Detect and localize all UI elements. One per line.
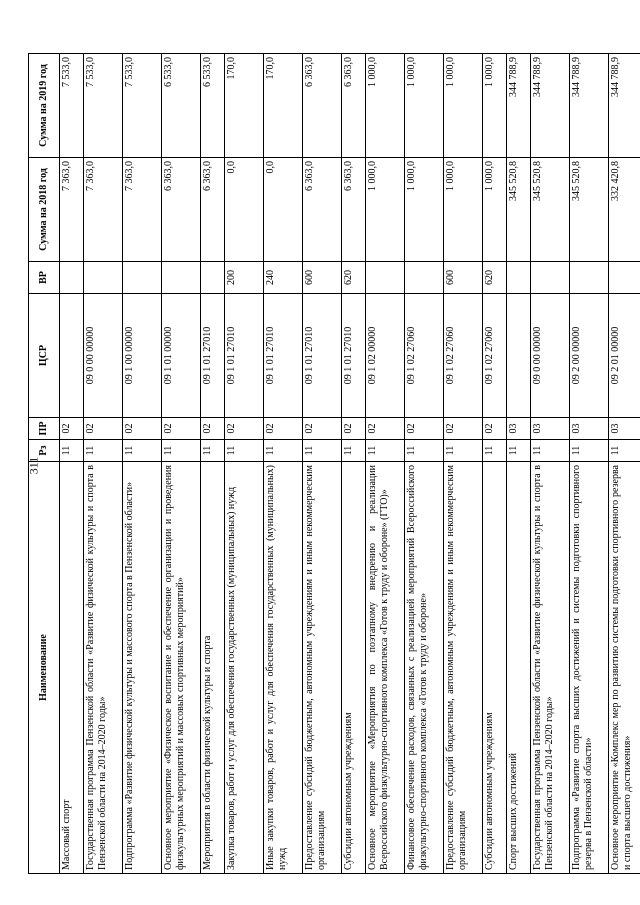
row-vr bbox=[366, 262, 405, 294]
row-sum-2019: 1 000,0 bbox=[483, 54, 507, 158]
row-sum-2019: 344 788,9 bbox=[507, 54, 531, 158]
row-name: Подпрограмма «Развитие спорта высших достижений и системы подготовки спортивного резерва в Пензенской области» bbox=[570, 462, 609, 874]
row-csr: 09 2 00 00000 bbox=[570, 294, 609, 418]
row-name: Государственная программа Пензенской области «Развитие физической культуры и спорта в Пензенской области на 2014–2020 годы» bbox=[531, 462, 570, 874]
row-rz: 11 bbox=[303, 440, 342, 462]
row-csr: 09 1 01 27010 bbox=[225, 294, 264, 418]
table-row bbox=[162, 54, 201, 874]
row-vr bbox=[609, 262, 640, 294]
header-name: Наименование bbox=[29, 462, 60, 874]
row-sum-2018: 6 363,0 bbox=[201, 158, 225, 262]
row-sum-2019: 170,0 bbox=[264, 54, 303, 158]
row-name: Основное мероприятие «Физическое воспитание и обеспечение организации и проведения физкультурных мероприятий и массовых спортивных мероприятий» bbox=[162, 462, 201, 874]
row-name: Основное мероприятие «Комплекс мер по развитию системы подготовки спортивного резерва и спорта высшего достижения» bbox=[609, 462, 640, 874]
row-rz: 11 bbox=[507, 440, 531, 462]
row-pr: 02 bbox=[84, 418, 123, 440]
row-pr: 03 bbox=[609, 418, 640, 440]
row-vr bbox=[531, 262, 570, 294]
row-sum-2019: 1 000,0 bbox=[405, 54, 444, 158]
budget-table bbox=[28, 53, 640, 874]
row-name: Спорт высших достижений bbox=[507, 462, 531, 874]
row-sum-2018: 7 363,0 bbox=[123, 158, 162, 262]
row-name: Иные закупки товаров, работ и услуг для обеспечения государственных (муниципальных) нужд bbox=[264, 462, 303, 874]
header-vr: ВР bbox=[29, 262, 60, 294]
table-header-row bbox=[29, 54, 60, 874]
row-sum-2019: 7 533,0 bbox=[123, 54, 162, 158]
header-sum-2018: Сумма на 2018 год bbox=[29, 158, 60, 262]
row-pr: 02 bbox=[444, 418, 483, 440]
row-sum-2018: 7 363,0 bbox=[60, 158, 84, 262]
row-vr bbox=[162, 262, 201, 294]
row-sum-2018: 6 363,0 bbox=[303, 158, 342, 262]
row-rz: 11 bbox=[609, 440, 640, 462]
row-sum-2018: 345 520,8 bbox=[570, 158, 609, 262]
table-row bbox=[264, 54, 303, 874]
row-sum-2018: 345 520,8 bbox=[531, 158, 570, 262]
row-rz: 11 bbox=[162, 440, 201, 462]
row-vr bbox=[84, 262, 123, 294]
row-sum-2018: 332 420,8 bbox=[609, 158, 640, 262]
row-pr: 02 bbox=[225, 418, 264, 440]
row-rz: 11 bbox=[84, 440, 123, 462]
row-name: Финансовое обеспечение расходов, связанных с реализацией мероприятий Всероссийского физкультурно-спортивного комплекса «Готов к труду и обороне» bbox=[405, 462, 444, 874]
row-vr: 240 bbox=[264, 262, 303, 294]
row-name: Мероприятия в области физической культуры и спорта bbox=[201, 462, 225, 874]
row-pr: 03 bbox=[507, 418, 531, 440]
row-sum-2018: 6 363,0 bbox=[342, 158, 366, 262]
row-sum-2019: 344 788,9 bbox=[570, 54, 609, 158]
row-pr: 02 bbox=[483, 418, 507, 440]
row-csr: 09 1 02 27060 bbox=[483, 294, 507, 418]
row-vr bbox=[60, 262, 84, 294]
row-sum-2019: 170,0 bbox=[225, 54, 264, 158]
row-rz: 11 bbox=[225, 440, 264, 462]
row-name: Предоставление субсидий бюджетным, автономным учреждениям и иным некоммерческим организациям bbox=[444, 462, 483, 874]
row-sum-2018: 1 000,0 bbox=[444, 158, 483, 262]
row-name: Закупка товаров, работ и услуг для обеспечения государственных (муниципальных) нужд bbox=[225, 462, 264, 874]
row-vr bbox=[201, 262, 225, 294]
row-rz: 11 bbox=[60, 440, 84, 462]
header-sum-2019: Сумма на 2019 год bbox=[29, 54, 60, 158]
table-row bbox=[531, 54, 570, 874]
row-vr bbox=[570, 262, 609, 294]
table-row bbox=[483, 54, 507, 874]
row-rz: 11 bbox=[531, 440, 570, 462]
row-sum-2019: 1 000,0 bbox=[366, 54, 405, 158]
row-rz: 11 bbox=[264, 440, 303, 462]
row-pr: 02 bbox=[162, 418, 201, 440]
page-number: 311 bbox=[26, 456, 41, 475]
row-csr: 09 1 01 27010 bbox=[201, 294, 225, 418]
row-csr: 09 1 01 27010 bbox=[342, 294, 366, 418]
row-pr: 02 bbox=[123, 418, 162, 440]
row-pr: 03 bbox=[570, 418, 609, 440]
table-row bbox=[201, 54, 225, 874]
row-vr bbox=[123, 262, 162, 294]
row-rz: 11 bbox=[342, 440, 366, 462]
table-row bbox=[303, 54, 342, 874]
row-sum-2018: 0,0 bbox=[264, 158, 303, 262]
row-name: Субсидии автономным учреждениям bbox=[483, 462, 507, 874]
row-vr bbox=[507, 262, 531, 294]
row-sum-2018: 0,0 bbox=[225, 158, 264, 262]
row-name: Подпрограмма «Развитие физической культуры и массового спорта в Пензенской области» bbox=[123, 462, 162, 874]
row-csr: 09 1 00 00000 bbox=[123, 294, 162, 418]
row-csr: 09 0 00 00000 bbox=[84, 294, 123, 418]
row-name: Массовый спорт bbox=[60, 462, 84, 874]
row-csr: 09 1 02 27060 bbox=[444, 294, 483, 418]
table-row bbox=[225, 54, 264, 874]
row-rz: 11 bbox=[123, 440, 162, 462]
row-name: Субсидии автономным учреждениям bbox=[342, 462, 366, 874]
row-vr: 620 bbox=[483, 262, 507, 294]
row-rz: 11 bbox=[570, 440, 609, 462]
row-sum-2019: 6 533,0 bbox=[201, 54, 225, 158]
row-vr: 600 bbox=[303, 262, 342, 294]
row-sum-2019: 344 788,9 bbox=[609, 54, 640, 158]
row-sum-2019: 7 533,0 bbox=[60, 54, 84, 158]
row-vr: 620 bbox=[342, 262, 366, 294]
table-row bbox=[366, 54, 405, 874]
row-csr: 09 1 01 27010 bbox=[303, 294, 342, 418]
row-csr: 09 2 01 00000 bbox=[609, 294, 640, 418]
table-row bbox=[405, 54, 444, 874]
row-sum-2018: 7 363,0 bbox=[84, 158, 123, 262]
header-csr: ЦСР bbox=[29, 294, 60, 418]
header-pr: ПР bbox=[29, 418, 60, 440]
row-pr: 02 bbox=[60, 418, 84, 440]
row-rz: 11 bbox=[444, 440, 483, 462]
row-name: Государственная программа Пензенской области «Развитие физической культуры и спорта в Пензенской области на 2014–2020 годы» bbox=[84, 462, 123, 874]
table-row bbox=[60, 54, 84, 874]
row-csr: 09 1 02 00000 bbox=[366, 294, 405, 418]
row-sum-2018: 1 000,0 bbox=[405, 158, 444, 262]
row-sum-2019: 344 788,9 bbox=[531, 54, 570, 158]
row-pr: 03 bbox=[531, 418, 570, 440]
table-row bbox=[123, 54, 162, 874]
row-sum-2019: 7 533,0 bbox=[84, 54, 123, 158]
row-sum-2019: 6 533,0 bbox=[162, 54, 201, 158]
row-rz: 11 bbox=[483, 440, 507, 462]
row-rz: 11 bbox=[366, 440, 405, 462]
header-rz: Рз bbox=[29, 440, 60, 462]
row-sum-2019: 1 000,0 bbox=[444, 54, 483, 158]
row-sum-2018: 345 520,8 bbox=[507, 158, 531, 262]
table-row bbox=[444, 54, 483, 874]
row-rz: 11 bbox=[405, 440, 444, 462]
row-vr: 200 bbox=[225, 262, 264, 294]
table-row bbox=[84, 54, 123, 874]
row-csr bbox=[507, 294, 531, 418]
row-sum-2018: 6 363,0 bbox=[162, 158, 201, 262]
row-pr: 02 bbox=[342, 418, 366, 440]
table-row bbox=[507, 54, 531, 874]
budget-table-container bbox=[28, 54, 633, 874]
row-pr: 02 bbox=[366, 418, 405, 440]
row-csr: 09 1 01 00000 bbox=[162, 294, 201, 418]
row-csr: 09 1 01 27010 bbox=[264, 294, 303, 418]
row-csr bbox=[60, 294, 84, 418]
row-sum-2019: 6 363,0 bbox=[303, 54, 342, 158]
row-pr: 02 bbox=[201, 418, 225, 440]
row-rz: 11 bbox=[201, 440, 225, 462]
row-name: Основное мероприятие «Мероприятия по поэтапному внедрению и реализации Всероссийского физкультурно-спортивного комплекса «Готов к труду и обороне» (ГТО)» bbox=[366, 462, 405, 874]
table-row bbox=[342, 54, 366, 874]
row-pr: 02 bbox=[405, 418, 444, 440]
row-pr: 02 bbox=[303, 418, 342, 440]
row-sum-2019: 6 363,0 bbox=[342, 54, 366, 158]
row-vr: 600 bbox=[444, 262, 483, 294]
table-row bbox=[609, 54, 640, 874]
row-pr: 02 bbox=[264, 418, 303, 440]
row-name: Предоставление субсидий бюджетным, автономным учреждениям и иным некоммерческим организациям bbox=[303, 462, 342, 874]
table-row bbox=[570, 54, 609, 874]
row-csr: 09 1 02 27060 bbox=[405, 294, 444, 418]
row-vr bbox=[405, 262, 444, 294]
row-sum-2018: 1 000,0 bbox=[483, 158, 507, 262]
row-csr: 09 0 00 00000 bbox=[531, 294, 570, 418]
row-sum-2018: 1 000,0 bbox=[366, 158, 405, 262]
